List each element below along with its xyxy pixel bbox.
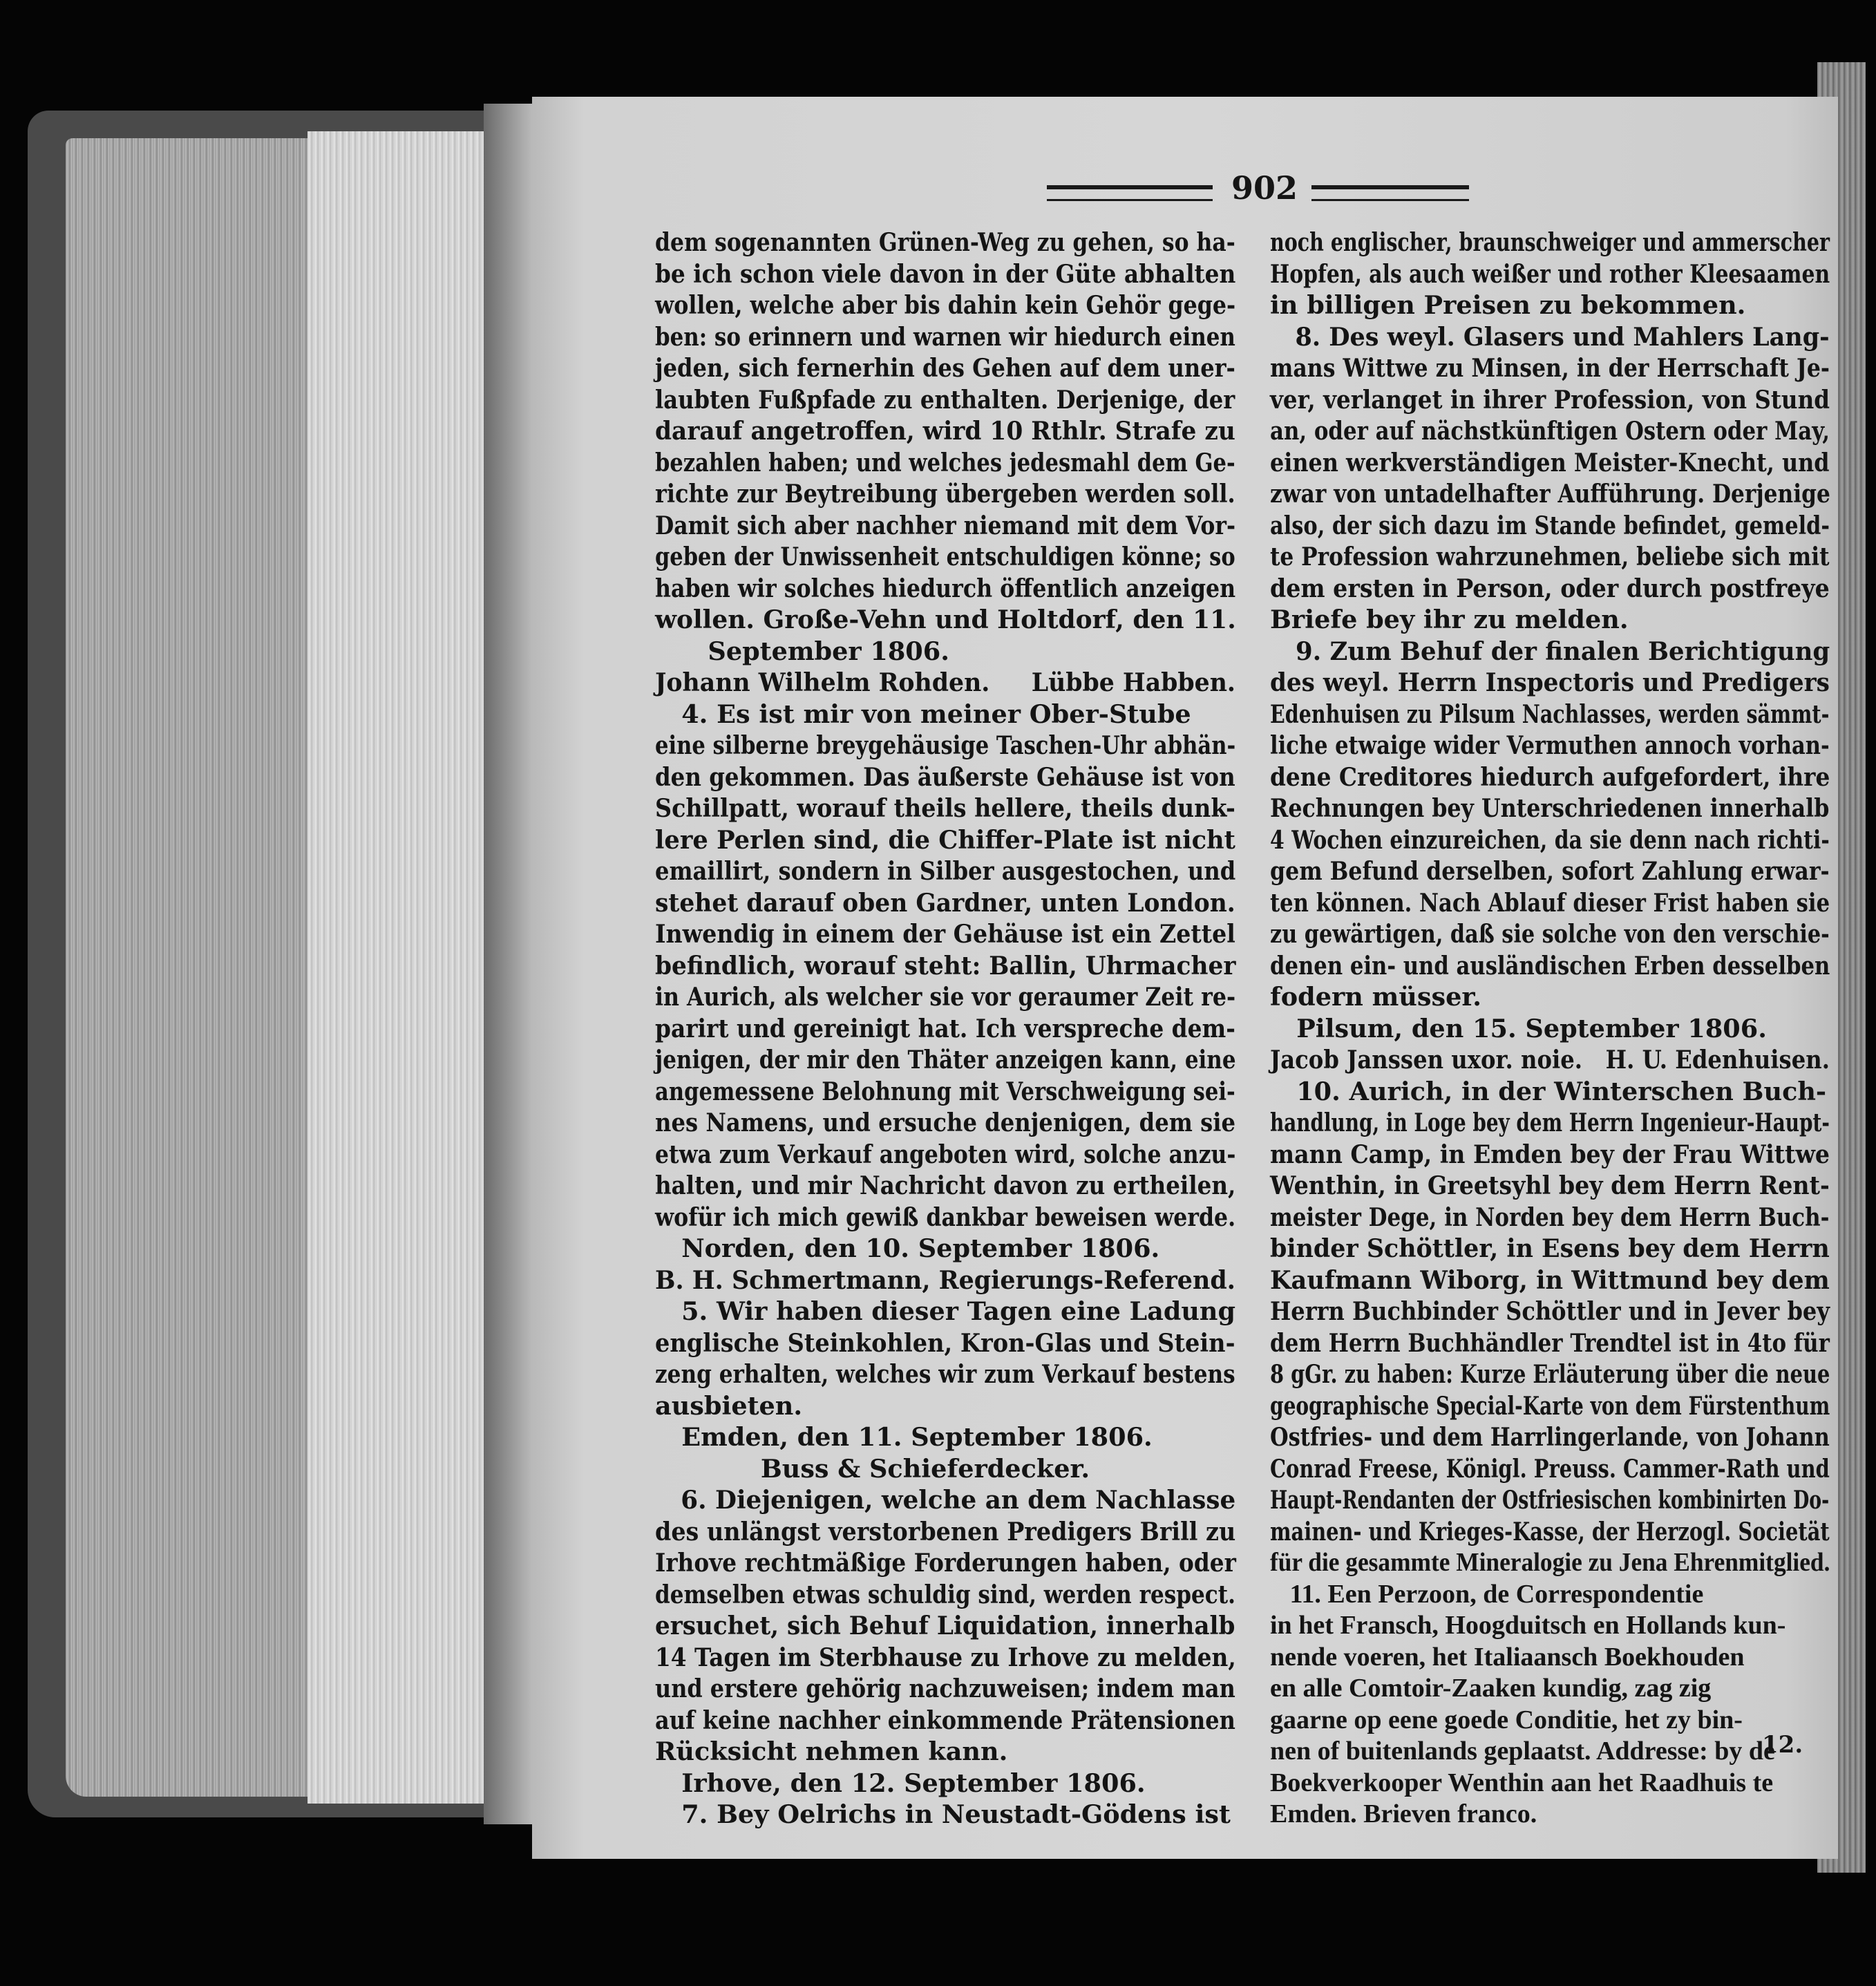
text-line: angemessene Belohnung mit Verschweigung sei- (655, 1076, 1235, 1106)
text-line: geographische Special-Karte von dem Fürstenthum (1270, 1390, 1830, 1421)
text-line: 10. Aurich, in der Winterschen Buch- (1270, 1076, 1827, 1106)
text-line: und erstere gehörig nachzuweisen; indem man (655, 1674, 1235, 1703)
text-line: fodern müsser. (1270, 982, 1481, 1012)
header-rule-left (1047, 185, 1213, 201)
text-line: nes Namens, und ersuche denjenigen, dem sie (655, 1108, 1236, 1137)
text-line: ten können. Nach Ablauf dieser Frist haben sie (1270, 887, 1830, 918)
text-line: gem Befund derselben, sofort Zahlung erwar- (1270, 856, 1830, 886)
text-line: Pilsum, den 15. September 1806. (1270, 1013, 1767, 1043)
text-line: binder Schöttler, in Esens bey dem Herrn (1270, 1233, 1830, 1263)
text-line: Irhove rechtmäßige Forderungen haben, oder (655, 1548, 1236, 1578)
text-line: zwar von untadelhafter Aufführung. Derjenige (1270, 479, 1830, 509)
text-line: 6. Diejenigen, welche an dem Nachlasse (655, 1485, 1236, 1515)
text-line: nende voeren, het Italiaansch Boekhouden (1270, 1642, 1745, 1672)
text-line: Edenhuisen zu Pilsum Nachlasses, werden sämmt- (1270, 699, 1830, 729)
text-line: 8 gGr. zu haben: Kurze Erläuterung über die neue (1270, 1359, 1830, 1389)
text-line: dem ersten in Person, oder durch postfreye (1270, 573, 1830, 603)
text-line: Briefe bey ihr zu melden. (1270, 605, 1629, 634)
header-rule-right (1311, 185, 1469, 201)
text-line: Kaufmann Wiborg, in Wittmund bey dem (1270, 1265, 1830, 1295)
text-line: mans Wittwe zu Minsen, in der Herrschaft Je- (1270, 353, 1830, 383)
text-line: meister Dege, in Norden bey dem Herrn Buch- (1270, 1202, 1830, 1232)
text-line: 8. Des weyl. Glasers und Mahlers Lang- (1270, 321, 1830, 352)
text-line: ausbieten. (655, 1390, 803, 1421)
text-line: ersuchet, sich Behuf Liquidation, innerhalb (655, 1611, 1235, 1640)
text-line: demselben etwas schuldig sind, werden respect. (655, 1579, 1235, 1609)
page-number: 902 (1231, 169, 1298, 207)
text-line: jenigen, der mir den Thäter anzeigen kann, eine (655, 1045, 1236, 1075)
text-line: geben der Unwissenheit entschuldigen könne; so (655, 542, 1235, 571)
text-line: bezahlen haben; und welches jedesmahl dem Ge- (655, 447, 1235, 477)
text-line: te Profession wahrzunehmen, beliebe sich mit (1270, 542, 1830, 571)
text-line: mann Camp, in Emden bey der Frau Wittwe (1270, 1139, 1830, 1169)
text-line: 5. Wir haben dieser Tagen eine Ladung (655, 1296, 1235, 1326)
text-line: in Aurich, als welcher sie vor geraumer Zeit re- (655, 982, 1236, 1012)
text-line: zeng erhalten, welches wir zum Verkauf bestens (655, 1359, 1235, 1389)
text-line: ver, verlanget in ihrer Profession, von Stund (1270, 384, 1830, 415)
text-line: Buss & Schieferdecker. (655, 1453, 1090, 1484)
text-line: 14 Tagen im Sterbhause zu Irhove zu melden, (655, 1642, 1236, 1672)
text-line: Boekverkooper Wenthin aan het Raadhuis te (1270, 1768, 1774, 1797)
text-line: Norden, den 10. September 1806. (655, 1233, 1160, 1263)
text-line: Herrn Buchbinder Schöttler und in Jever bey (1270, 1296, 1830, 1326)
text-line: den gekommen. Das äußerste Gehäuse ist von (655, 762, 1235, 792)
text-line: auf keine nachher einkommende Prätensionen (655, 1705, 1235, 1735)
left-text-column (655, 227, 1235, 1831)
text-line: richte zur Beytreibung übergeben werden soll. (655, 479, 1235, 509)
text-line: mainen- und Krieges-Kasse, der Herzogl. Societät (1270, 1516, 1830, 1547)
text-line: wofür ich mich gewiß dankbar beweisen werde. (655, 1202, 1236, 1232)
text-line: gaarne op eene goede Conditie, het zy bin- (1270, 1705, 1743, 1734)
text-line: 4. Es ist mir von meiner Ober-Stube (655, 699, 1191, 729)
text-line: Conrad Freese, Königl. Preuss. Cammer-Rath und (1270, 1453, 1830, 1484)
text-line: dem sogenannten Grünen-Weg zu gehen, so ha- (655, 227, 1235, 257)
text-line: wollen, welche aber bis dahin kein Gehör gege- (655, 290, 1236, 320)
right-text-column (1270, 227, 1830, 1831)
text-line: des weyl. Herrn Inspectoris und Predigers (1270, 668, 1830, 697)
text-line: lere Perlen sind, die Chiffer-Plate ist nicht (655, 824, 1235, 855)
text-line: Schillpatt, worauf theils hellere, theils dunk- (655, 793, 1235, 823)
text-line: an, oder auf nächstkünftigen Ostern oder May, (1270, 416, 1830, 446)
text-line: englische Steinkohlen, Kron-Glas und Stein- (655, 1327, 1235, 1358)
text-line: parirt und gereinigt hat. Ich verspreche dem- (655, 1013, 1235, 1043)
text-line: stehet darauf oben Gardner, unten London. (655, 887, 1235, 918)
text-line: ben: so erinnern und warnen wir hiedurch einen (655, 321, 1235, 352)
text-line: nen of buitenlands geplaatst. Addresse: by de (1270, 1737, 1775, 1766)
text-line: 11. Een Perzoon, de Correspondentie (1270, 1579, 1704, 1609)
text-line: Wenthin, in Greetsyhl bey dem Herrn Rent- (1270, 1171, 1830, 1200)
text-line: Rechnungen bey Unterschriedenen innerhalb (1270, 793, 1830, 823)
text-line: Damit sich aber nachher niemand mit dem Vor- (655, 510, 1236, 540)
text-line: Emden, den 11. September 1806. (655, 1422, 1153, 1452)
text-line: Ostfries- und dem Harrlingerlande, von Johann (1270, 1422, 1830, 1452)
catchword: 12. (1762, 1731, 1803, 1759)
text-line: liche etwaige wider Vermuthen annoch vorhan- (1270, 730, 1830, 760)
text-line: zu gewärtigen, daß sie solche von den verschie- (1270, 919, 1830, 949)
text-line: in billigen Preisen zu bekommen. (1270, 290, 1746, 320)
text-line: Inwendig in einem der Gehäuse ist ein Zettel (655, 919, 1235, 949)
text-line: laubten Fußpfade zu enthalten. Derjenige, der (655, 384, 1235, 415)
text-line: September 1806. (655, 636, 949, 666)
text-line: be ich schon viele davon in der Güte abhalten (655, 258, 1236, 289)
text-line: Irhove, den 12. September 1806. (655, 1768, 1146, 1798)
text-line: 9. Zum Behuf der finalen Berichtigung (1270, 636, 1830, 666)
text-line: Jacob Janssen uxor. noie. H. U. Edenhuisen. (1270, 1045, 1830, 1075)
text-line: halten, und mir Nachricht davon zu ertheilen, (655, 1171, 1236, 1200)
text-line: dene Creditores hiedurch aufgefordert, ihre (1270, 762, 1830, 792)
text-line: jeden, sich fernerhin des Gehen auf dem uner- (655, 353, 1235, 383)
text-line: wollen. Große-Vehn und Holtdorf, den 11. (655, 605, 1236, 634)
text-line: eine silberne breygehäusige Taschen-Uhr abhän- (655, 730, 1236, 760)
text-line: dem Herrn Buchhändler Trendtel ist in 4to für (1270, 1327, 1830, 1358)
text-line: darauf angetroffen, wird 10 Rthlr. Strafe zu (655, 416, 1235, 446)
text-line: Johann Wilhelm Rohden. Lübbe Habben. (655, 668, 1236, 697)
text-line: 4 Wochen einzureichen, da sie denn nach richti- (1270, 824, 1830, 855)
text-line: etwa zum Verkauf angeboten wird, solche anzu- (655, 1139, 1236, 1169)
text-line: denen ein- und ausländischen Erben desselben (1270, 950, 1830, 981)
text-line: 7. Bey Oelrichs in Neustadt-Gödens ist (655, 1799, 1231, 1829)
text-line: in het Fransch, Hoogduitsch en Hollands kun- (1270, 1611, 1786, 1640)
text-line: noch englischer, braunschweiger und ammerscher (1270, 227, 1830, 257)
text-line: en alle Comtoir-Zaaken kundig, zag zig (1270, 1674, 1712, 1703)
text-line: des unlängst verstorbenen Predigers Brill zu (655, 1516, 1236, 1547)
text-line: befindlich, worauf steht: Ballin, Uhrmacher (655, 950, 1236, 981)
text-line: also, der sich dazu im Stande befindet, gemeld- (1270, 510, 1830, 540)
text-line: handlung, in Loge bey dem Herrn Ingenieur-Haupt- (1270, 1108, 1830, 1137)
text-line: haben wir solches hiedurch öffentlich anzeigen (655, 573, 1236, 603)
text-line: emaillirt, sondern in Silber ausgestochen, und (655, 856, 1236, 886)
text-line: für die gesammte Mineralogie zu Jena Ehrenmitglied. (1270, 1548, 1830, 1577)
text-line: Rücksicht nehmen kann. (655, 1737, 1008, 1766)
text-line: B. H. Schmertmann, Regierungs-Referend. (655, 1265, 1235, 1295)
text-line: Haupt-Rendanten der Ostfriesischen kombinirten Do- (1270, 1485, 1830, 1515)
text-line: einen werkverständigen Meister-Knecht, und (1270, 447, 1830, 477)
text-line: Emden. Brieven franco. (1270, 1799, 1537, 1828)
text-line: Hopfen, als auch weißer und rother Kleesaamen (1270, 258, 1830, 289)
